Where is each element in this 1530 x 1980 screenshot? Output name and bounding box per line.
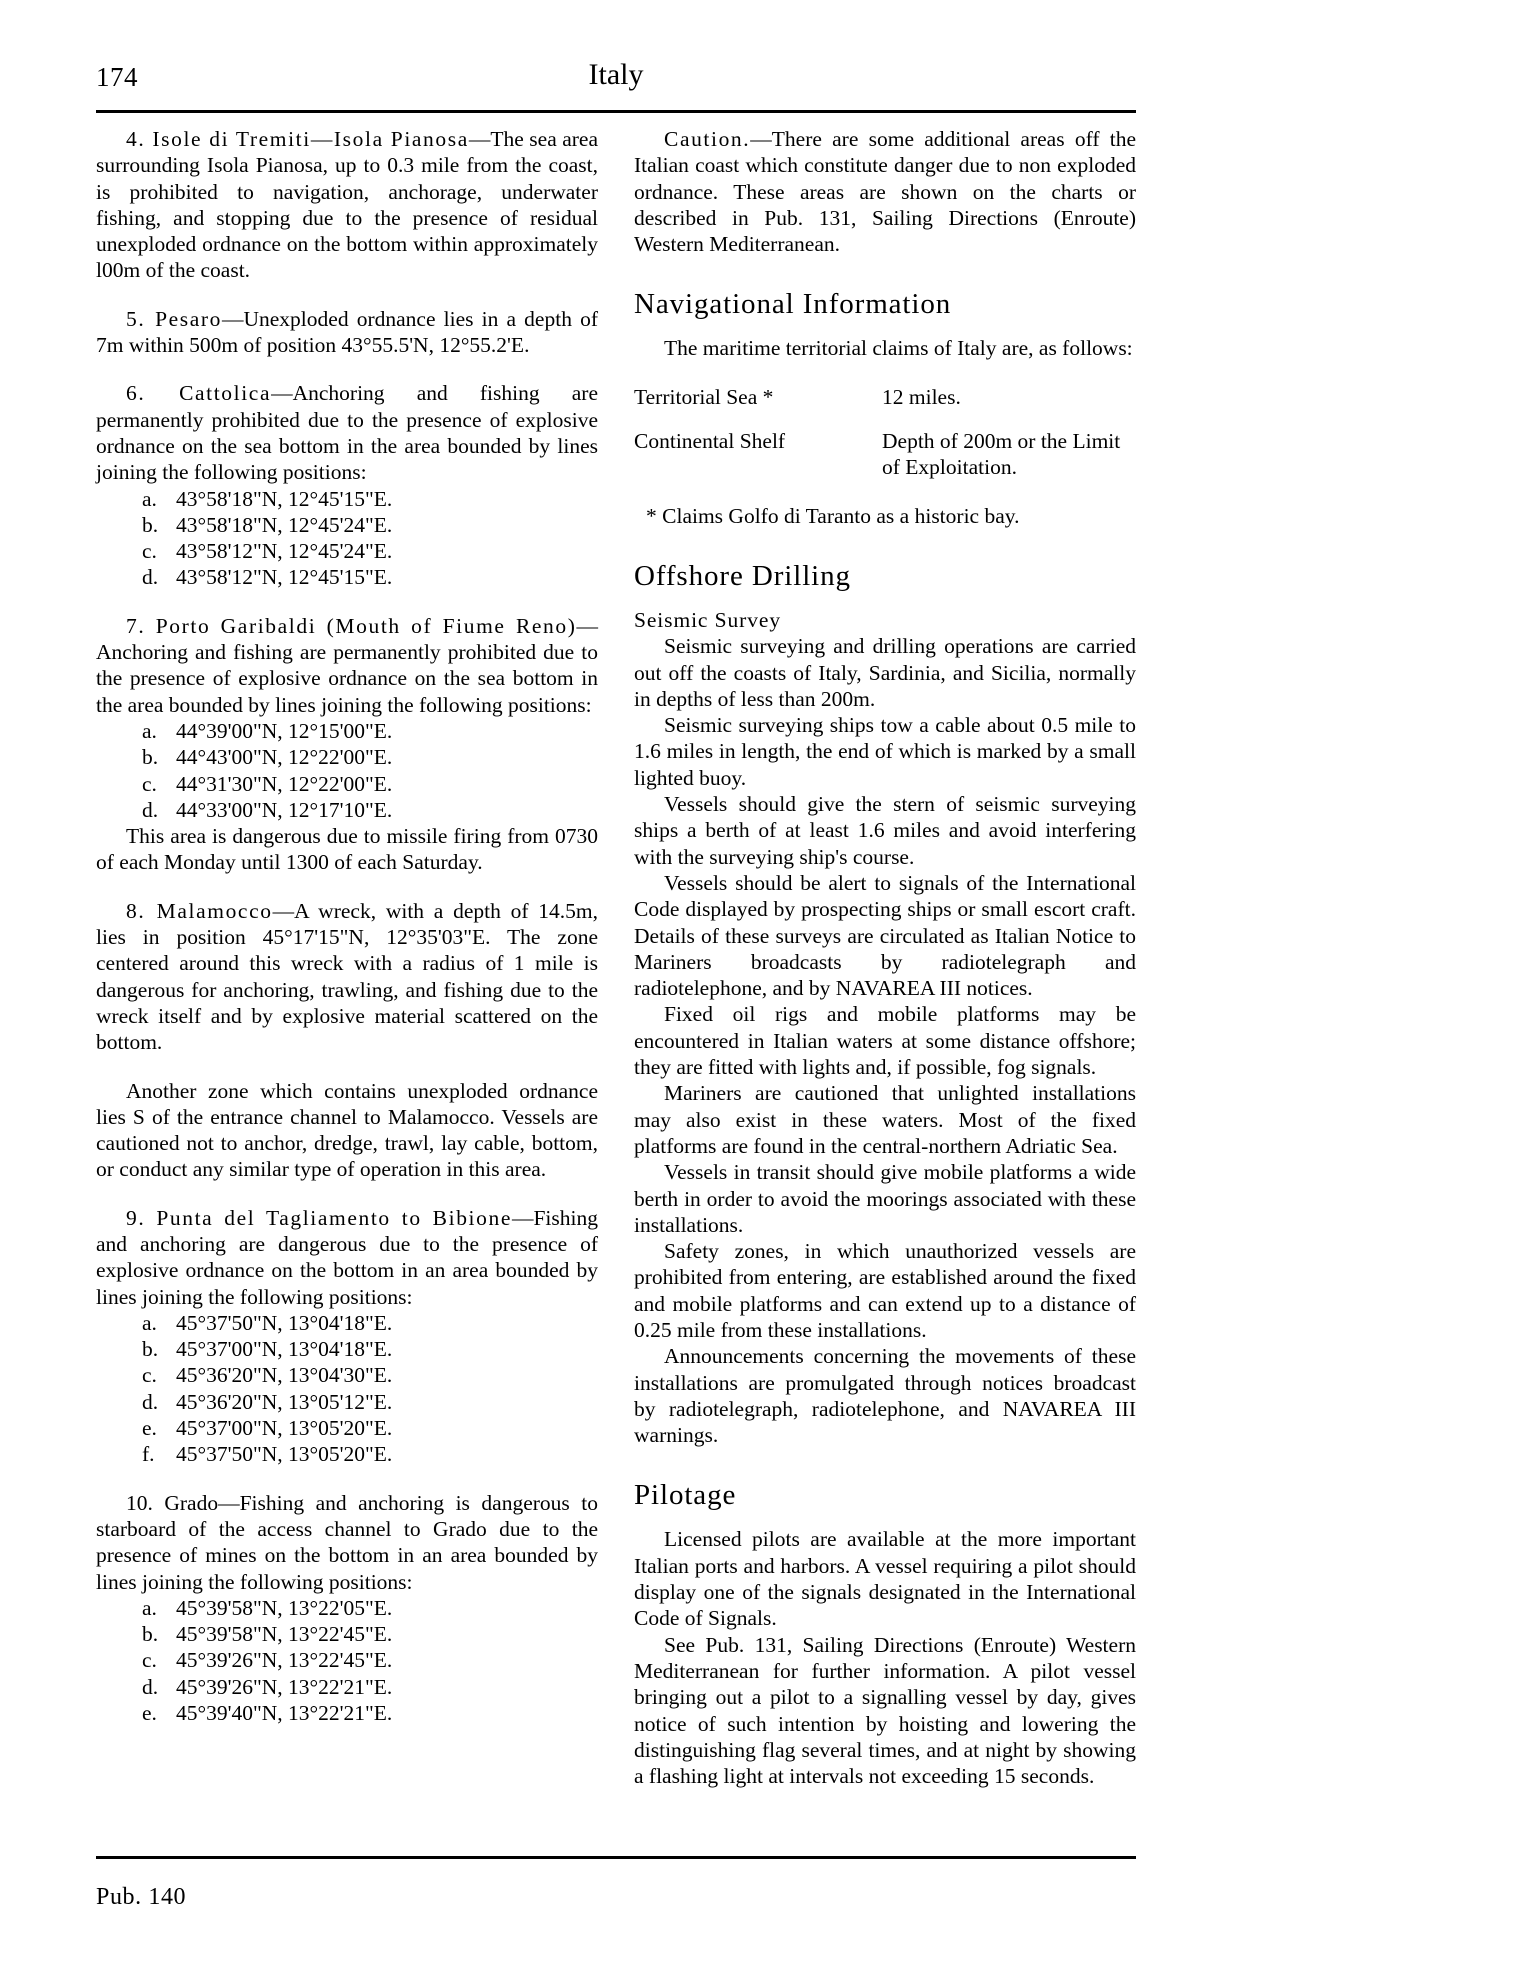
running-title: Italy: [588, 58, 644, 91]
list-item: [96, 1674, 598, 1700]
paragraph-5: [96, 306, 598, 359]
coord-label: d.: [142, 797, 159, 822]
coord-label: c.: [142, 771, 157, 796]
list-item: [96, 797, 598, 823]
coord-value: 43°58'12"N, 12°45'24"E.: [176, 539, 393, 564]
coord-value: 43°58'18"N, 12°45'24"E.: [176, 512, 393, 537]
coord-label: e.: [142, 1416, 157, 1441]
seismic-paragraph-7: Vessels in transit should give mobile platforms a wide berth in order to avoid the moorings associated with these installations.: [634, 1160, 1136, 1237]
coord-label: a.: [142, 1310, 157, 1335]
list-item: [96, 1621, 598, 1647]
right-column: [634, 126, 1136, 1789]
coord-label: f.: [142, 1442, 155, 1467]
coord-label: d.: [142, 1389, 159, 1414]
footer-rule: [96, 1856, 1136, 1859]
paragraph-9-text: —Fishing and anchoring are dangerous due to the presence of explosive ordnance on the bottom in an area bounded by lines joining the following positions:: [96, 1205, 598, 1309]
coord-label: a.: [142, 718, 157, 743]
paragraph-9-lead: 9. Punta del Tagliamento to Bibione: [126, 1205, 512, 1230]
page-header: [96, 60, 1136, 112]
paragraph-7-lead: 7. Porto Garibaldi (Mouth of Fiume Reno): [126, 613, 577, 638]
paragraph-9: [96, 1205, 598, 1310]
paragraph-6: [96, 380, 598, 485]
seismic-paragraph-3: Vessels should give the stern of seismic surveying ships a berth of at least 1.6 miles and avoid interfering with the surveying ship's course.: [634, 792, 1136, 869]
claim-term: Continental Shelf: [634, 429, 786, 454]
coordinate-list-9: [96, 1310, 598, 1468]
paragraph-8: [96, 898, 598, 1056]
coord-label: b.: [142, 745, 159, 770]
coord-label: d.: [142, 565, 159, 590]
coord-value: 45°37'00"N, 13°05'20"E.: [176, 1416, 393, 1441]
coord-label: c.: [142, 1363, 157, 1388]
claim-term: Territorial Sea *: [634, 384, 774, 409]
paragraph-4: [96, 126, 598, 284]
list-item: [96, 1336, 598, 1362]
list-item: [96, 1310, 598, 1336]
list-item: [96, 512, 598, 538]
list-item: [96, 1415, 598, 1441]
coord-label: e.: [142, 1701, 157, 1726]
paragraph-7: [96, 613, 598, 718]
list-item: [96, 1700, 598, 1726]
heading-navigational-information: Navigational Information: [634, 288, 952, 321]
paragraph-another-zone: Another zone which contains unexploded ordnance lies S of the entrance channel to Malamocco. Vessels are cautioned not to anchor, dredge, trawl, lay cable, bottom, or conduct any similar type of operation in this area.: [96, 1078, 598, 1182]
two-column-body: [96, 126, 1136, 1789]
claim-value: 12 miles.: [882, 384, 961, 409]
seismic-paragraph-2: Seismic surveying ships tow a cable about 0.5 mile to 1.6 miles in length, the end of which is marked by a small lighted buoy.: [634, 713, 1136, 790]
table-row: [634, 428, 1136, 481]
coord-value: 44°39'00"N, 12°15'00"E.: [176, 718, 393, 743]
coord-label: b.: [142, 512, 159, 537]
paragraph-10-number: 10. Grado: [126, 1490, 219, 1515]
list-item: [96, 486, 598, 512]
list-item: [96, 1389, 598, 1415]
pilotage-paragraph-1: Licensed pilots are available at the more important Italian ports and harbors. A vessel requiring a pilot should display one of the signals designated in the International Code of Signals.: [634, 1527, 1136, 1631]
coord-label: d.: [142, 1674, 159, 1699]
coord-label: b.: [142, 1622, 159, 1647]
seismic-paragraph-5: Fixed oil rigs and mobile platforms may be encountered in Italian waters at some distance offshore; they are fitted with lights and, if possible, fog signals.: [634, 1002, 1136, 1080]
coord-value: 45°37'00"N, 13°04'18"E.: [176, 1337, 393, 1362]
coord-label: c.: [142, 539, 157, 564]
table-row: [634, 384, 1136, 410]
list-item: [96, 1647, 598, 1673]
list-item: [96, 1362, 598, 1388]
paragraph-6-lead: 6. Cattolica: [126, 381, 272, 406]
paragraph-10-text: —Fishing and anchoring is dangerous to starboard of the access channel to Grado due to the presence of mines on the bottom in an area bounded by lines joining the following positions:: [96, 1490, 598, 1594]
coord-label: a.: [142, 486, 157, 511]
coord-value: 45°36'20"N, 13°04'30"E.: [176, 1363, 393, 1388]
heading-pilotage: Pilotage: [634, 1479, 737, 1512]
list-item: [96, 1441, 598, 1467]
paragraph-10: [96, 1490, 598, 1595]
coord-value: 44°33'00"N, 12°17'10"E.: [176, 797, 393, 822]
caution-text: —There are some additional areas off the Italian coast which constitute danger due to non exploded ordnance. These areas are shown on the charts or described in Pub. 131, Sailing Directions (Enroute) Western Mediterranean.: [634, 127, 1136, 257]
left-column: [96, 126, 598, 1789]
coord-value: 43°58'12"N, 12°45'15"E.: [176, 565, 393, 590]
paragraph-6-text: —Anchoring and fishing are permanently prohibited due to the presence of explosive ordnance on the sea bottom in the area bounded by lines joining the following positions:: [96, 381, 599, 485]
coordinate-list-7: [96, 718, 598, 823]
pilotage-paragraph-2: See Pub. 131, Sailing Directions (Enroute) Western Mediterranean for further information. A pilot vessel bringing out a pilot to a signalling vessel by day, gives notice of such intention by hoisting and lowering the distinguishing flag several times, and at night by showing a flashing light at intervals not exceeding 15 seconds.: [634, 1632, 1136, 1789]
coord-value: 45°39'58"N, 13°22'45"E.: [176, 1622, 393, 1647]
publication-label: Pub. 140: [96, 1884, 187, 1910]
nav-info-intro: The maritime territorial claims of Italy are, as follows:: [664, 336, 1133, 361]
coord-value: 45°39'26"N, 13°22'45"E.: [176, 1648, 393, 1673]
coordinate-list-6: [96, 486, 598, 591]
coord-value: 44°43'00"N, 12°22'00"E.: [176, 745, 393, 770]
paragraph-4-text: —The sea area surrounding Isola Pianosa, up to 0.3 mile from the coast, is prohibited to navigation, anchorage, underwater fishing, and stopping due to the presence of residual unexploded ordnance on the bottom within approximately l00m of the coast.: [96, 127, 598, 283]
coord-value: 45°37'50"N, 13°04'18"E.: [176, 1310, 393, 1335]
list-item: [96, 771, 598, 797]
list-item: [96, 1595, 598, 1621]
coord-value: 45°39'26"N, 13°22'21"E.: [176, 1674, 393, 1699]
coord-label: c.: [142, 1648, 157, 1673]
coord-label: b.: [142, 1337, 159, 1362]
paragraph-5-lead: 5. Pesaro: [126, 306, 222, 331]
paragraph-8-lead: 8. Malamocco: [126, 898, 273, 923]
paragraph-8-text: —A wreck, with a depth of 14.5m, lies in position 45°17'15"N, 12°35'03"E. The zone centered around this wreck with a radius of 1 mile is dangerous for anchoring, trawling, and fishing due to the wreck itself and by explosive material scattered on the bottom.: [96, 898, 599, 1055]
header-rule: [96, 110, 1136, 113]
page-number: 174: [96, 62, 138, 92]
seismic-paragraph-6: Mariners are cautioned that unlighted installations may also exist in these waters. Most of the fixed platforms are found in the central-northern Adriatic Sea.: [634, 1081, 1136, 1158]
paragraph-7-tail: This area is dangerous due to missile firing from 0730 of each Monday until 1300 of each Saturday.: [96, 824, 598, 875]
coord-label: a.: [142, 1595, 157, 1620]
territorial-claims-table: [634, 384, 1136, 481]
seismic-paragraph-4: Vessels should be alert to signals of the International Code displayed by prospecting ships or small escort craft. Details of these surveys are circulated as Italian Notice to Mariners broadcasts by radiotelegraph and radiotelephone, and by NAVAREA III notices.: [634, 870, 1136, 1001]
subheading-seismic-survey: Seismic Survey: [634, 607, 781, 632]
coord-value: 44°31'30"N, 12°22'00"E.: [176, 771, 393, 796]
list-item: [96, 718, 598, 744]
paragraph-5-text: —Unexploded ordnance lies in a depth of 7m within 500m of position 43°55.5'N, 12°55.2'E.: [96, 306, 598, 358]
coord-value: 45°39'40"N, 13°22'21"E.: [176, 1701, 393, 1726]
caution-lead: Caution.: [664, 127, 751, 151]
claims-footnote: * Claims Golfo di Taranto as a historic bay.: [646, 503, 1020, 528]
paragraph-4-lead: 4. Isole di Tremiti—Isola Pianosa: [126, 127, 469, 151]
coord-value: 45°37'50"N, 13°05'20"E.: [176, 1442, 393, 1467]
list-item: [96, 538, 598, 564]
claim-value: Depth of 200m or the Limit of Exploitation.: [882, 429, 1121, 480]
coord-value: 43°58'18"N, 12°45'15"E.: [176, 486, 393, 511]
seismic-paragraph-9: Announcements concerning the movements of these installations are promulgated through notices broadcast by radiotelegraph, radiotelephone, and NAVAREA III warnings.: [634, 1344, 1136, 1448]
list-item: [96, 744, 598, 770]
paragraph-7-text: —Anchoring and fishing are permanently prohibited due to the presence of explosive ordnance on the sea bottom in the area bounded by lines joining the following positions:: [96, 613, 598, 717]
coord-value: 45°36'20"N, 13°05'12"E.: [176, 1389, 393, 1414]
seismic-paragraph-1: Seismic surveying and drilling operations are carried out off the coasts of Italy, Sardinia, and Sicilia, normally in depths of less than 200m.: [634, 634, 1136, 711]
coordinate-list-10: [96, 1595, 598, 1726]
paragraph-caution: [634, 126, 1136, 257]
coord-value: 45°39'58"N, 13°22'05"E.: [176, 1595, 393, 1620]
heading-offshore-drilling: Offshore Drilling: [634, 559, 851, 592]
list-item: [96, 564, 598, 590]
seismic-paragraph-8: Safety zones, in which unauthorized vessels are prohibited from entering, are established around the fixed and mobile platforms and can extend up to a distance of 0.25 mile from these installations.: [634, 1239, 1136, 1342]
